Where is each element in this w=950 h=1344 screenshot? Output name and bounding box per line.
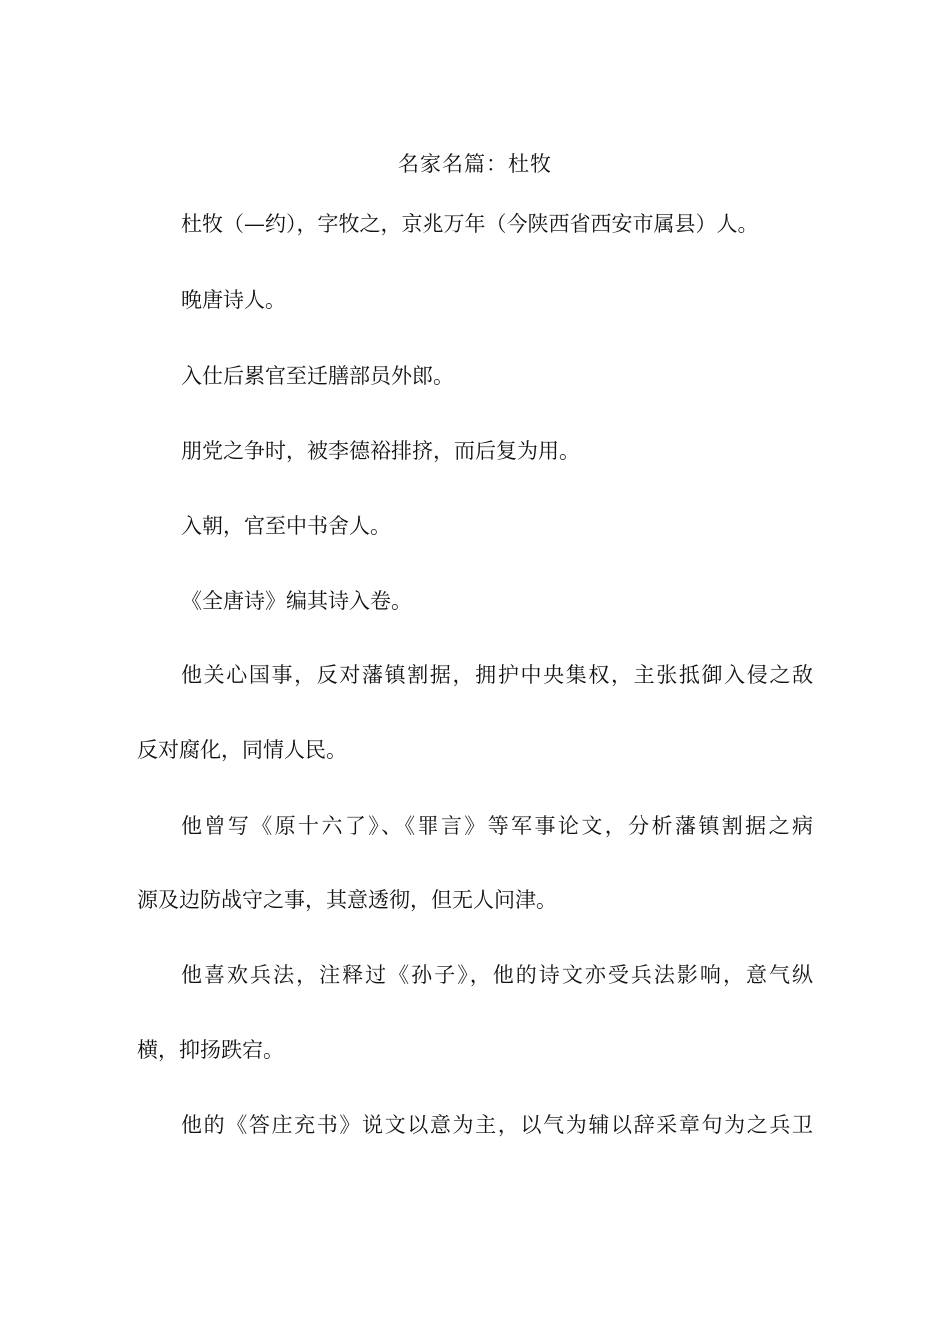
paragraph-line: 入仕后累官至迁膳部员外郎。 xyxy=(181,364,454,388)
paragraph-line: 他喜欢兵法，注释过《孙子》，他的诗文亦受兵法影响，意气纵 xyxy=(181,963,813,987)
paragraph-line: 横，抑扬跌宕。 xyxy=(137,1038,284,1062)
paragraph-line: 他曾写《原十六了》、《罪言》等军事论文，分析藩镇割据之病 xyxy=(181,814,813,838)
paragraph-line: 源及边防战守之事，其意透彻，但无人问津。 xyxy=(137,888,557,912)
paragraph-line: 晚唐诗人。 xyxy=(181,288,286,312)
paragraph-line: 杜牧（—约），字牧之，京兆万年（今陕西省西安市属县）人。 xyxy=(181,212,759,236)
paragraph-line: 《全唐诗》编其诗入卷。 xyxy=(181,589,412,613)
paragraph-line: 入朝，官至中书舍人。 xyxy=(181,514,391,538)
paragraph-line: 朋党之争时，被李德裕排挤，而后复为用。 xyxy=(181,439,580,463)
paragraph-line: 他的《答庄充书》说文以意为主，以气为辅以辞采章句为之兵卫 xyxy=(181,1113,813,1137)
page-title: 名家名篇：杜牧 xyxy=(398,152,552,176)
paragraph-line: 反对腐化，同情人民。 xyxy=(137,738,347,762)
paragraph-line: 他关心国事，反对藩镇割据，拥护中央集权，主张抵御入侵之敌 xyxy=(181,663,813,687)
